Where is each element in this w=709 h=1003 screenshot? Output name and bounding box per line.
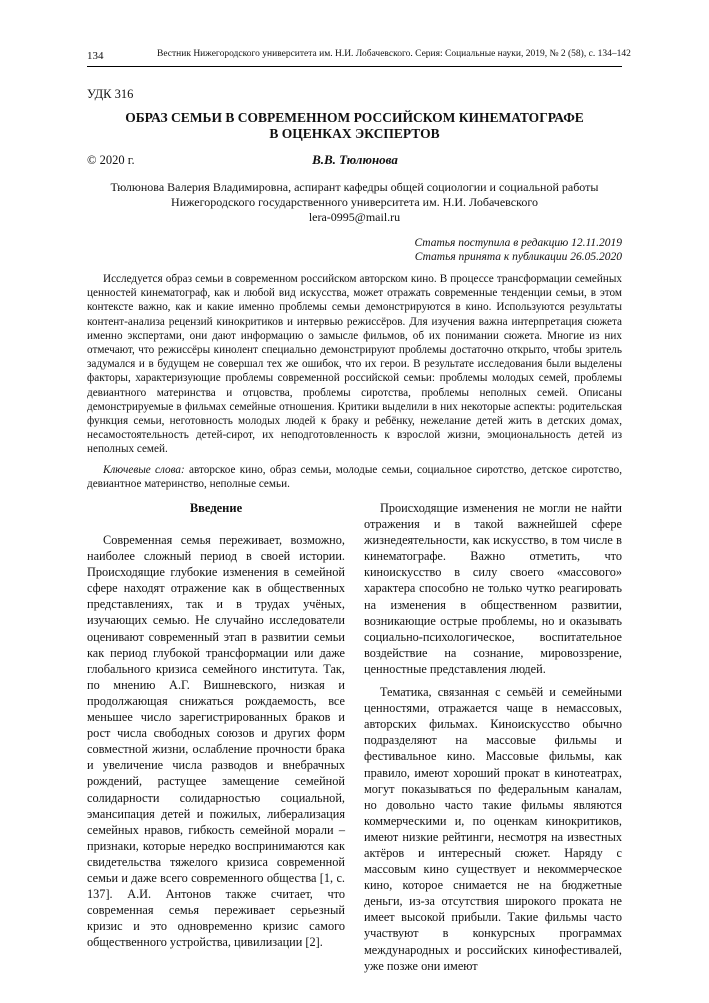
author-name: В.В. Тюлюнова — [312, 152, 398, 167]
page-number: 134 — [87, 50, 104, 62]
title-line-1: ОБРАЗ СЕМЬИ В СОВРЕМЕННОМ РОССИЙСКОМ КИНЕМАТОГРАФЕ — [125, 110, 584, 125]
right-column — [364, 500, 622, 974]
left-column — [87, 500, 345, 950]
affiliation-line-1: Тюлюнова Валерия Владимировна, аспирант кафедры общей социологии и социальной работы — [110, 180, 599, 194]
accepted-date: Статья принята к публикации 26.05.2020 — [414, 251, 622, 263]
section-title: Введение — [189, 501, 243, 515]
title-line-2: В ОЦЕНКАХ ЭКСПЕРТОВ — [269, 126, 440, 141]
keywords-text: авторское кино, образ семьи, молодые семьи, социальное сиротство, детское сиротство, девиантное материнство, неполные семьи. — [87, 464, 622, 491]
abstract: Исследуется образ семьи в современном российском авторском кино. В процессе трансформации семейных ценностей кинематограф, как и любой вид искусства, может отражать современные тенденции семьи, в этом контексте важно, как и какие именно проблемы семьи демонстрируются в кино. Используются результаты контент-анализа рецензий кинокритиков и интервью режиссёров. Для изучения важна интерпретация сюжета именно экспертами, они дают информацию о замысле фильмов, об их понимании сюжета. Многие из них отмечают, что режиссёры кинолент специально демонстрируют проблемы достаточно открыто, чтобы зритель задумался и в будущем не совершал тех же ошибок, что их герои. В результате исследования были выделены факторы, характеризующие проблемы современной российской семьи: проблемы молодых семей, проблемы девиантного материнства и отцовства, проблемы сиротства, проблемы неполных семей. Описаны демонстрируемые в фильмах семейные отношения. Критики выделили в них некоторые аспекты: родительская функция семьи, неготовность молодых людей к браку и ребёнку, нежелание детей жить в детских домах, несамостоятельность детей-сирот, их неподготовленность к взрослой жизни, эмоциональность детей из неполных семей. — [87, 273, 622, 456]
received-date: Статья поступила в редакцию 12.11.2019 — [414, 237, 622, 249]
right-paragraph-2: Тематика, связанная с семьёй и семейными ценностями, отражается чаще в немассовых, авторских фильмах. Киноискусство обычно подразделяют на массовые фильмы и фестивальное кино. Массовые фильмы, как правило, имеют хороший прокат в кинотеатрах, могут показываться по федеральным каналам, но довольно часто такие фильмы являются коммерческими и, по оценкам кинокритиков, имеют низкие рейтинги, несмотря на известных актёров и интересный сюжет. Наряду с массовым кино существует и некоммерческое кино, которое снимается не на бюджетные деньги, из-за отсутствия широкого проката не имеет высокой прибыли. Такие фильмы часто участвуют в конкурсных программах международных и российских кинофестивалей, уже позже они имеют — [364, 685, 622, 973]
keywords — [87, 463, 622, 491]
keywords-label: Ключевые слова: — [103, 464, 185, 476]
udk-code: УДК 316 — [87, 87, 134, 101]
author-email: lera-0995@mail.ru — [308, 210, 401, 224]
article-dates — [87, 236, 622, 264]
article-title — [87, 110, 622, 142]
affiliation-line-2: Нижегородского государственного университета им. Н.И. Лобачевского — [171, 195, 538, 209]
left-paragraph-1: Современная семья переживает, возможно, наиболее сложный период в своей истории. Происходящие глубокие изменения в семейной сфере находят отражение как в общественных представлениях, так и в трудах учёных, изучающих семью. Не случайно исследователи оценивают современный этап в развитии семьи как период глубокой трансформации или даже глобального кризиса семейного института. Так, по мнению А.Г. Вишневского, низкая и продолжающая снижаться рождаемость, все меньшее число зарегистрированных браков и рост числа свободных союзов и других форм совместной жизни, ослабление прочности брака и увеличение числа разводов и внебрачных рождений, растущее замещение семейной солидарности солидарностью социальной, эмансипация детей и пожилых, либерализация семейных нравов, гибкость семейной морали – признаки, которые нередко воспринимаются как свидетельства тяжелого кризиса современной семьи и даже всего современного общества [1, с. 137]. А.И. Антонов также считает, что современная семья переживает серьезный кризис и это одновременно кризис самого общественного устройства, цивилизации [2]. — [87, 533, 345, 950]
running-header — [87, 48, 631, 67]
journal-citation: Вестник Нижегородского университета им. Н.И. Лобачевского. Серия: Социальные науки, 2019, № 2 (58), с. 134–142 — [157, 49, 631, 59]
right-paragraph-1: Происходящие изменения не могли не найти отражения и в такой важнейшей сфере жизнедеятельности, как искусство, в том числе в кинематографе. Важно отметить, что киноискусство в силу своего «массового» характера способно не только чутко реагировать на изменения в общественном развитии, возникающие острые проблемы, но и оказывать социально-психологическое, воспитательное воздействие на сознание, мировоззрение, ценностные представления людей. — [364, 501, 622, 676]
copyright: © 2020 г. — [87, 153, 135, 167]
affiliation — [87, 180, 622, 225]
